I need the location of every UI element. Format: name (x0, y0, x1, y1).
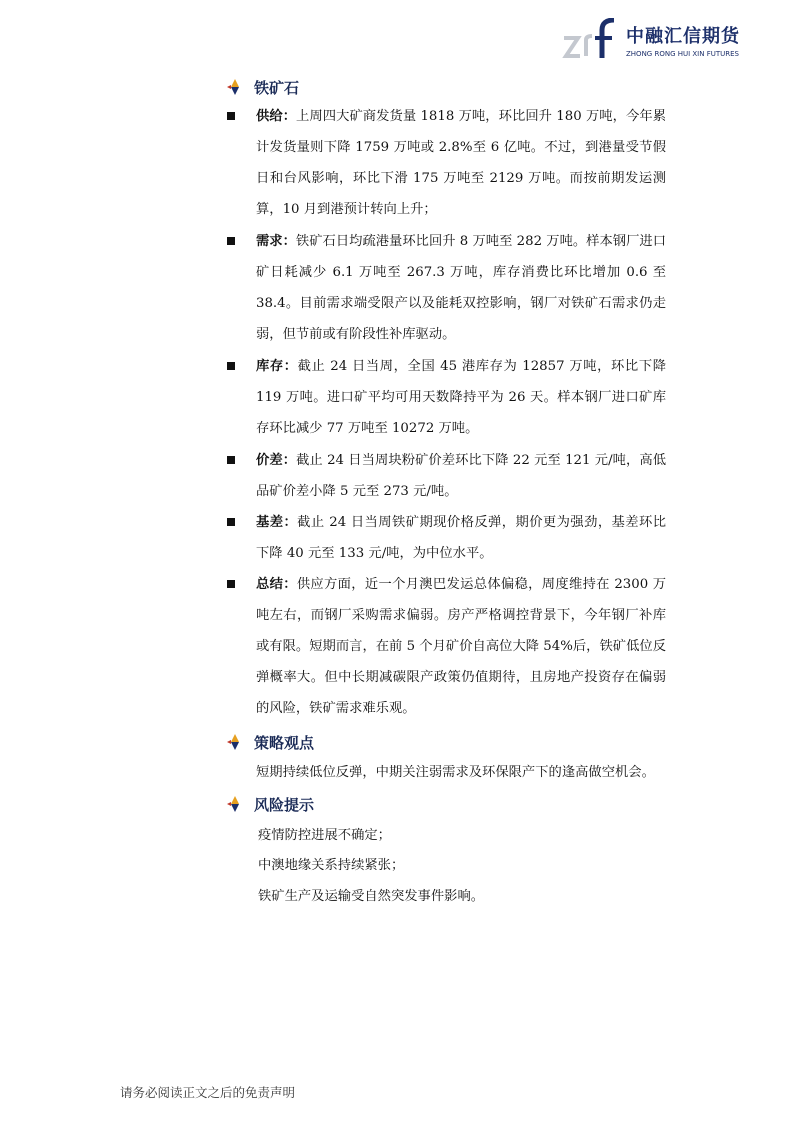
bullet-square-icon (227, 518, 235, 526)
paragraph-supply (256, 101, 666, 225)
section-heading-strategy (226, 731, 314, 753)
paragraph-lead: 需求： (256, 234, 296, 249)
paragraph-body: 铁矿石日均疏港量环比回升 8 万吨至 282 万吨。样本钢厂进口矿日耗减少 6.1 万吨至 267.3 万吨，库存消费比环比增加 0.6 至 38.4。目前需求端受限产以及能耗双控影响，钢厂对铁矿石需求仍走弱，但节前或有阶段性补库驱动。 (256, 234, 667, 342)
logo-mark-icon (562, 18, 622, 62)
paragraph-demand (256, 226, 666, 350)
paragraph-body: 上周四大矿商发货量 1818 万吨，环比回升 180 万吨，今年累计发货量则下降 1759 万吨或 2.8%至 6 亿吨。不过，到港量受节假日和台风影响，环比下滑 175 万吨至 2129 万吨。而按前期发运测算，10 月到港预计转向上升； (256, 109, 666, 217)
risk-item: 中澳地缘关系持续紧张； (258, 858, 405, 873)
paragraph-spread (256, 445, 666, 507)
section-marker-icon (226, 78, 244, 96)
risk-item: 疫情防控进展不确定； (258, 828, 391, 843)
bullet-square-icon (227, 112, 235, 120)
company-logo (562, 18, 762, 62)
paragraph-body: 截止 24 日当周铁矿期现价格反弹，期价更为强劲，基差环比下降 40 元至 133 元/吨，为中位水平。 (256, 515, 667, 561)
paragraph-basis (256, 507, 666, 569)
paragraph-body: 截止 24 日当周，全国 45 港库存为 12857 万吨，环比下降 119 万吨。进口矿平均可用天数降持平为 26 天。样本钢厂进口矿库存环比减少 77 万吨至 10272 万吨。 (256, 359, 667, 436)
section-marker-icon (226, 733, 244, 751)
strategy-text: 短期持续低位反弹，中期关注弱需求及环保限产下的逢高做空机会。 (256, 765, 655, 780)
paragraph-summary (256, 569, 666, 724)
logo-name-en: ZHONG RONG HUI XIN FUTURES (626, 50, 739, 58)
logo-name-cn: 中融汇信期货 (626, 26, 740, 47)
paragraph-lead: 基差： (256, 515, 298, 530)
paragraph-lead: 供给： (256, 109, 297, 124)
bullet-square-icon (227, 237, 235, 245)
paragraph-lead: 价差： (256, 453, 297, 468)
section-title: 铁矿石 (254, 78, 300, 97)
section-marker-icon (226, 795, 244, 813)
section-title: 策略观点 (254, 733, 315, 752)
risk-item: 铁矿生产及运输受自然突发事件影响。 (258, 889, 485, 904)
paragraph-inventory (256, 351, 666, 444)
bullet-square-icon (227, 580, 235, 588)
paragraph-body: 供应方面，近一个月澳巴发运总体偏稳，周度维持在 2300 万吨左右，而钢厂采购需求偏弱。房产严格调控背景下，今年钢厂补库或有限。短期而言，在前 5 个月矿价自高位大降 54%后，铁矿低位反弹概率大。但中长期减碳限产政策仍值期待，且房地产投资存在偏弱的风险，铁矿需求难乐观。 (256, 577, 667, 716)
paragraph-lead: 总结： (256, 577, 297, 592)
section-title: 风险提示 (254, 795, 315, 814)
section-heading-iron-ore (226, 76, 299, 98)
paragraph-lead: 库存： (256, 359, 298, 374)
footer-disclaimer: 请务必阅读正文之后的免责声明 (120, 1085, 296, 1100)
section-heading-risk (226, 793, 314, 815)
bullet-square-icon (227, 362, 235, 370)
bullet-square-icon (227, 456, 235, 464)
paragraph-body: 截止 24 日当周块粉矿价差环比下降 22 元至 121 元/吨，高低品矿价差小降 5 元至 273 元/吨。 (256, 453, 667, 499)
